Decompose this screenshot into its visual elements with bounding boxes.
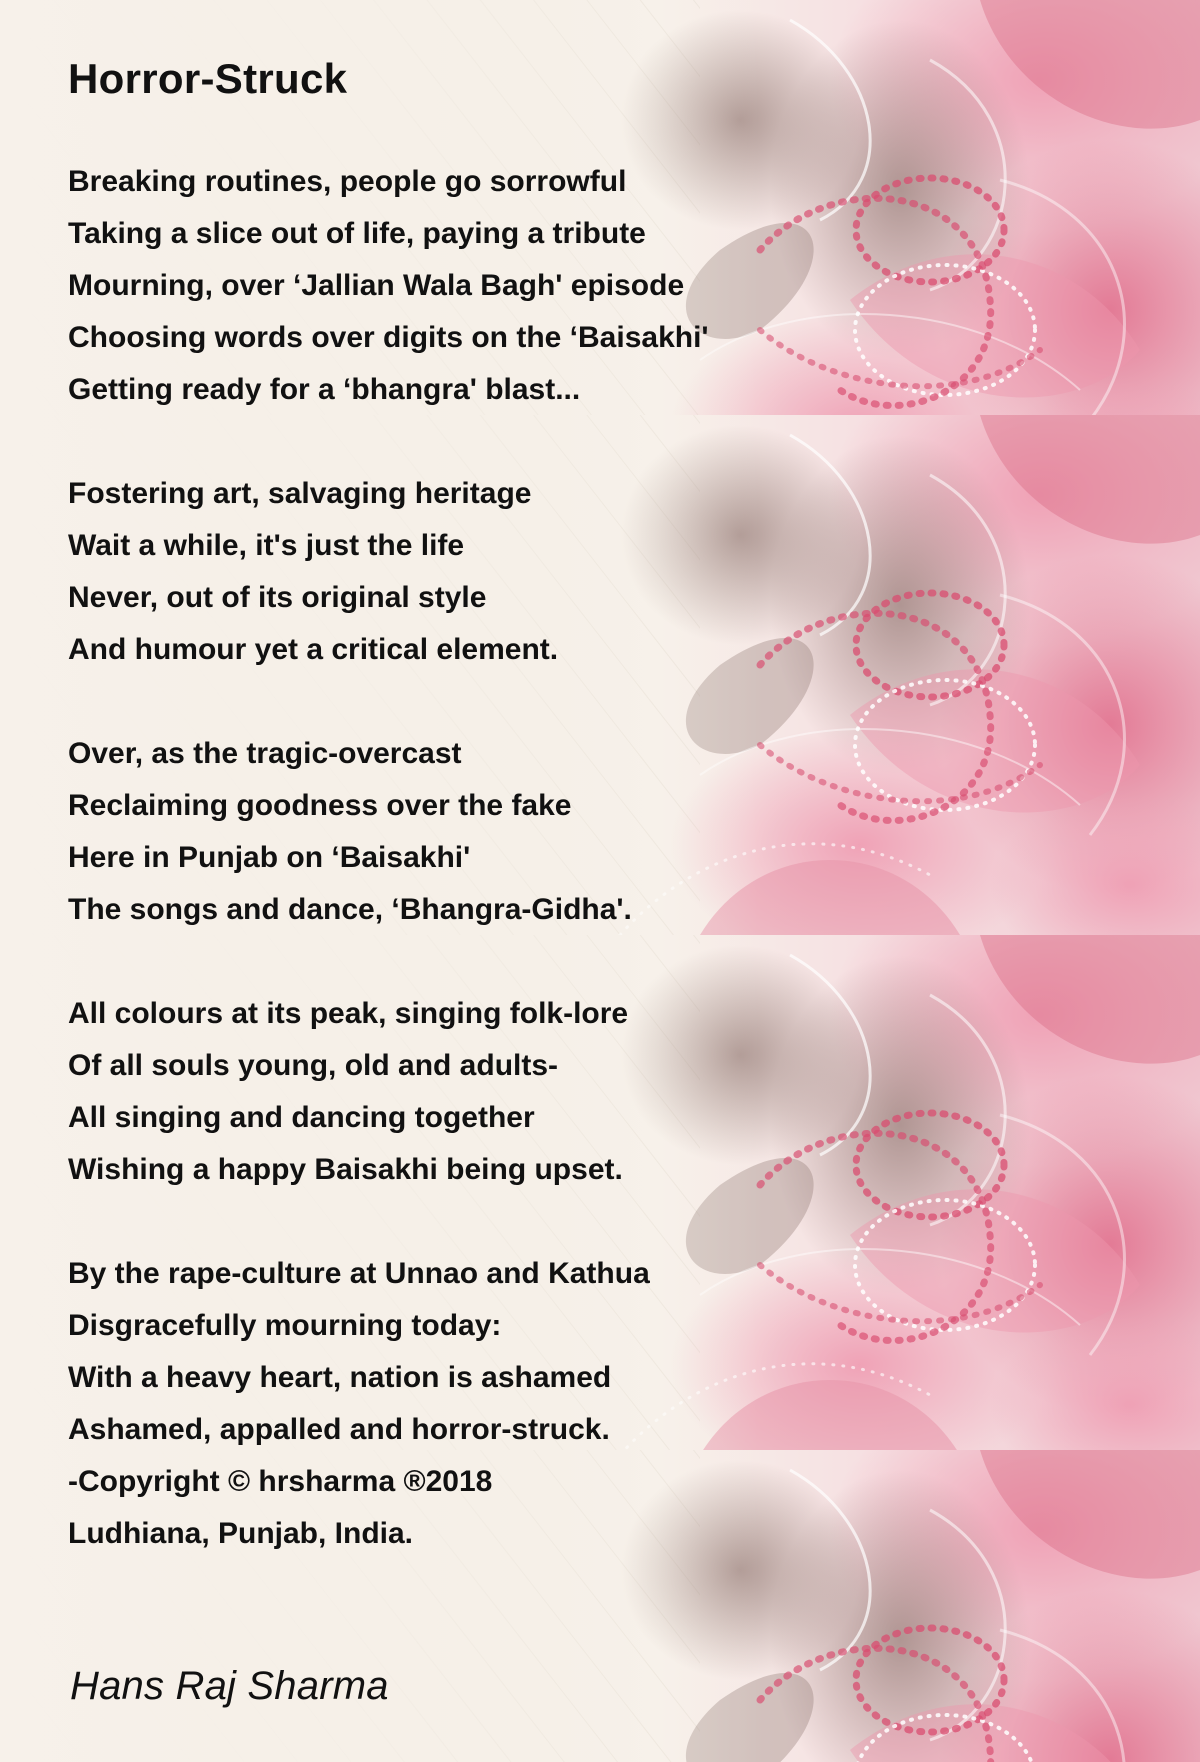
- poem-line: Ashamed, appalled and horror-struck.: [68, 1413, 610, 1446]
- poem-line: All singing and dancing together: [68, 1101, 535, 1134]
- poem-line: Here in Punjab on ‘Baisakhi': [68, 841, 471, 874]
- poem-line: Over, as the tragic-overcast: [68, 737, 462, 770]
- poem-title: Horror-Struck: [68, 55, 348, 102]
- poem-stanza: [68, 156, 828, 416]
- poem-line: -Copyright © hrsharma ®2018: [68, 1465, 493, 1498]
- poem-line: Taking a slice out of life, paying a tribute: [68, 217, 646, 250]
- poem-line: With a heavy heart, nation is ashamed: [68, 1361, 612, 1394]
- poem-line: Reclaiming goodness over the fake: [68, 789, 572, 822]
- poem-line: Wishing a happy Baisakhi being upset.: [68, 1153, 623, 1186]
- poem-author: Hans Raj Sharma: [70, 1664, 389, 1708]
- poem-stanza: [68, 988, 828, 1196]
- poem-line: Getting ready for a ‘bhangra' blast...: [68, 373, 581, 406]
- poem-line: And humour yet a critical element.: [68, 633, 559, 666]
- poem-line: Disgracefully mourning today:: [68, 1309, 502, 1342]
- poem-stanza: [68, 1248, 828, 1560]
- poem-line: All colours at its peak, singing folk-lore: [68, 997, 629, 1030]
- poem-line: Ludhiana, Punjab, India.: [68, 1517, 414, 1550]
- poem-stanza: [68, 468, 828, 676]
- poem-line: Never, out of its original style: [68, 581, 487, 614]
- poem-line: Of all souls young, old and adults-: [68, 1049, 559, 1082]
- poem-body: [68, 156, 828, 1560]
- poem-line: Wait a while, it's just the life: [68, 529, 465, 562]
- poem-content: [68, 48, 828, 1560]
- poem-line: By the rape-culture at Unnao and Kathua: [68, 1257, 650, 1290]
- poem-line: The songs and dance, ‘Bhangra-Gidha'.: [68, 893, 632, 926]
- poem-line: Choosing words over digits on the ‘Baisakhi': [68, 321, 709, 354]
- poem-stanza: [68, 728, 828, 936]
- poem-line: Mourning, over ‘Jallian Wala Bagh' episode: [68, 269, 685, 302]
- poem-line: Fostering art, salvaging heritage: [68, 477, 532, 510]
- poem-line: Breaking routines, people go sorrowful: [68, 165, 627, 198]
